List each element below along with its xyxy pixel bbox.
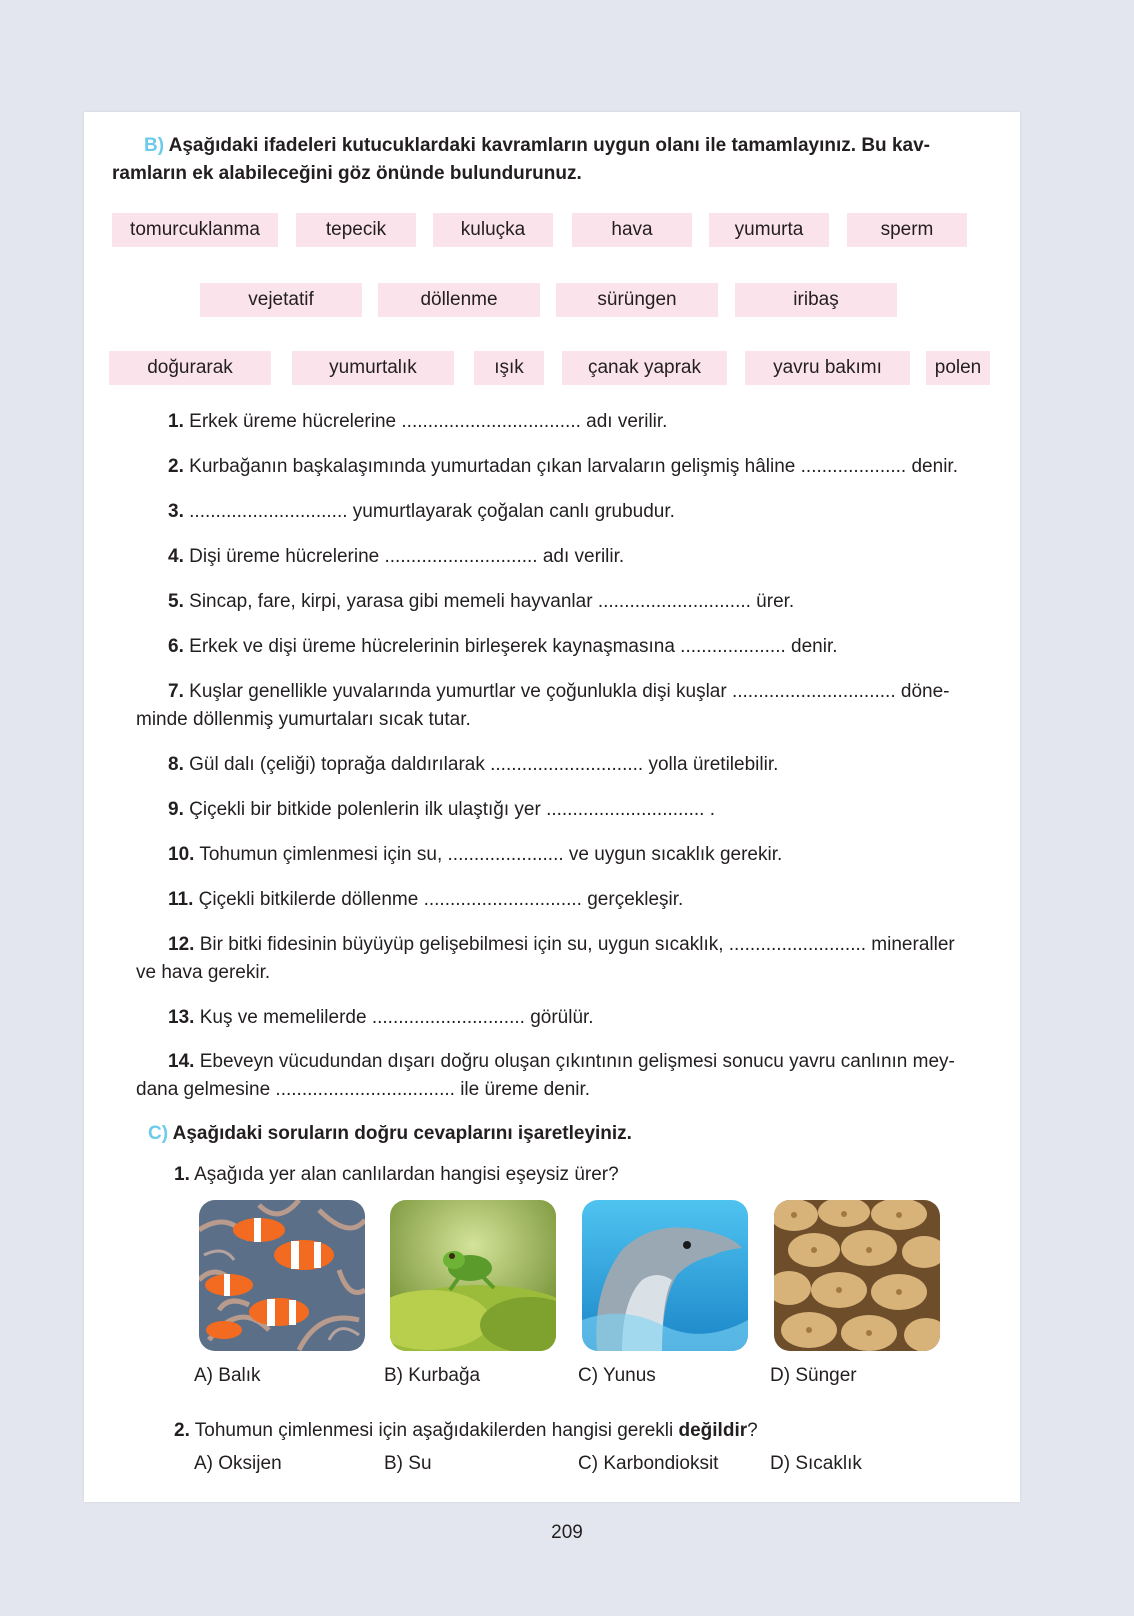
question-1: 1. Erkek üreme hücrelerine .................................. adı verilir. [168, 411, 668, 432]
sponge-image[interactable] [774, 1200, 940, 1351]
question-13: 13. Kuş ve memelilerde ............................. görülür. [168, 1007, 594, 1028]
question-4: 4. Dişi üreme hücrelerine ............................. adı verilir. [168, 546, 625, 567]
mc2-option-d[interactable]: D) Sıcaklık [770, 1453, 862, 1474]
worksheet-page [84, 112, 1020, 1502]
question-12: 12. Bir bitki fidesinin büyüyüp gelişebilmesi için su, uygun sıcaklık, .......................... mineraller ve hava gerekir. [136, 934, 955, 983]
section-b-line2: ramların ek alabileceğini göz önünde bulundurunuz. [112, 163, 582, 184]
mc2-option-c[interactable]: C) Karbondioksit [578, 1453, 719, 1474]
word-box: yumurtalık [292, 351, 454, 385]
question-10: 10. Tohumun çimlenmesi için su, ...................... ve uygun sıcaklık gerekir. [168, 844, 783, 865]
question-2: 2. Kurbağanın başkalaşımında yumurtadan çıkan larvaların gelişmiş hâline .................... denir. [168, 456, 958, 477]
clownfish-image[interactable] [199, 1200, 365, 1351]
word-box: yavru bakımı [745, 351, 910, 385]
word-box: iribaş [735, 283, 897, 317]
question-9: 9. Çiçekli bir bitkide polenlerin ilk ulaştığı yer .............................. . [168, 799, 715, 820]
word-box: yumurta [709, 213, 829, 247]
section-b-letter: B) [144, 135, 165, 156]
word-box: tepecik [296, 213, 416, 247]
question-8: 8. Gül dalı (çeliği) toprağa daldırılarak ............................. yolla üretilebilir. [168, 754, 779, 775]
mc2-option-a[interactable]: A) Oksijen [194, 1453, 282, 1474]
frog-image[interactable] [390, 1200, 556, 1351]
word-box: kuluçka [433, 213, 553, 247]
section-b-line1: Aşağıdaki ifadeleri kutucuklardaki kavramların uygun olanı ile tamamlayınız. Bu kav- [168, 135, 930, 156]
page-number: 209 [551, 1522, 583, 1543]
question-14: 14. Ebeveyn vücudundan dışarı doğru oluşan çıkıntının gelişmesi sonucu yavru canlının mey- dana gelmesine .................................. ile üreme denir. [136, 1051, 955, 1100]
mc-question-1: 1. Aşağıda yer alan canlılardan hangisi eşeysiz ürer? [174, 1164, 619, 1185]
word-box: döllenme [378, 283, 540, 317]
word-box: ışık [474, 351, 544, 385]
word-box: tomurcuklanma [112, 213, 278, 247]
section-c-title: Aşağıdaki soruların doğru cevaplarını işaretleyiniz. [172, 1123, 632, 1144]
question-5: 5. Sincap, fare, kirpi, yarasa gibi memeli hayvanlar ............................. ürer. [168, 591, 795, 612]
dolphin-image[interactable] [582, 1200, 748, 1351]
question-11: 11. Çiçekli bitkilerde döllenme .............................. gerçekleşir. [168, 889, 684, 910]
word-box: polen [926, 351, 990, 385]
word-box: vejetatif [200, 283, 362, 317]
section-b-heading [112, 132, 992, 188]
mc1-option-d[interactable]: D) Sünger [770, 1365, 857, 1386]
mc1-option-b[interactable]: B) Kurbağa [384, 1365, 481, 1386]
mc-question-2: 2. Tohumun çimlenmesi için aşağıdakilerden hangisi gerekli değildir? [174, 1420, 758, 1441]
question-7: 7. Kuşlar genellikle yuvalarında yumurtlar ve çoğunlukla dişi kuşlar ............................... döne- minde döllenmiş yumurtaları sıcak tutar. [136, 681, 950, 730]
section-c-letter: C) [148, 1123, 169, 1144]
word-box: doğurarak [109, 351, 271, 385]
word-box: çanak yaprak [562, 351, 727, 385]
section-c-heading [148, 1120, 632, 1148]
mc1-option-a[interactable]: A) Balık [194, 1365, 261, 1386]
word-box: sürüngen [556, 283, 718, 317]
word-box: sperm [847, 213, 967, 247]
mc2-option-b[interactable]: B) Su [384, 1453, 432, 1474]
question-6: 6. Erkek ve dişi üreme hücrelerinin birleşerek kaynaşmasına .................... denir. [168, 636, 838, 657]
question-3: 3. .............................. yumurtlayarak çoğalan canlı grubudur. [168, 501, 675, 522]
word-box: hava [572, 213, 692, 247]
mc1-option-c[interactable]: C) Yunus [578, 1365, 656, 1386]
